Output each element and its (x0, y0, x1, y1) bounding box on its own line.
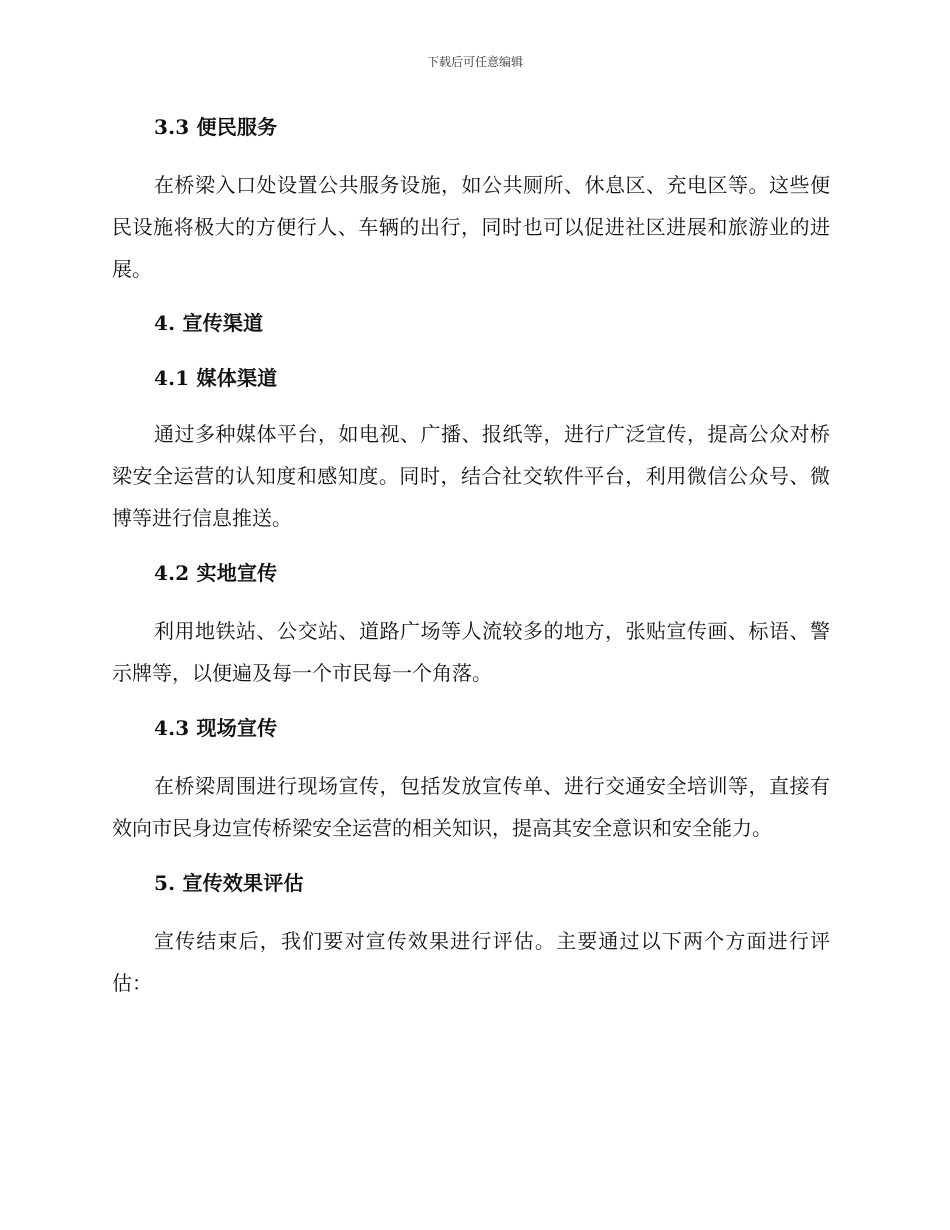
section-paragraph-5: 宣传结束后，我们要对宣传效果进行评估。主要通过以下两个方面进行评估： (112, 929, 830, 995)
page-header-note: 下载后可任意编辑 (426, 55, 523, 69)
section-heading-4-2: 4.2 实地宣传 (154, 561, 278, 585)
section-heading-5: 5. 宣传效果评估 (154, 871, 304, 895)
section-paragraph-4-2: 利用地铁站、公交站、道路广场等人流较多的地方，张贴宣传画、标语、警示牌等，以便遍及每一个市民每一个角落。 (112, 619, 830, 685)
section-heading-3-3: 3.3 便民服务 (154, 115, 278, 139)
section-paragraph-3-3: 在桥梁入口处设置公共服务设施，如公共厕所、休息区、充电区等。这些便民设施将极大的方便行人、车辆的出行，同时也可以促进社区进展和旅游业的进展。 (112, 173, 830, 281)
section-heading-4: 4. 宣传渠道 (154, 311, 264, 335)
section-paragraph-4-3: 在桥梁周围进行现场宣传，包括发放宣传单、进行交通安全培训等，直接有效向市民身边宣传桥梁安全运营的相关知识，提高其安全意识和安全能力。 (112, 774, 830, 840)
document-body (112, 112, 830, 1004)
section-heading-4-1: 4.1 媒体渠道 (154, 366, 278, 390)
section-heading-4-3: 4.3 现场宣传 (154, 716, 278, 740)
section-paragraph-4-1: 通过多种媒体平台，如电视、广播、报纸等，进行广泛宣传，提高公众对桥梁安全运营的认知度和感知度。同时，结合社交软件平台，利用微信公众号、微博等进行信息推送。 (112, 422, 830, 530)
